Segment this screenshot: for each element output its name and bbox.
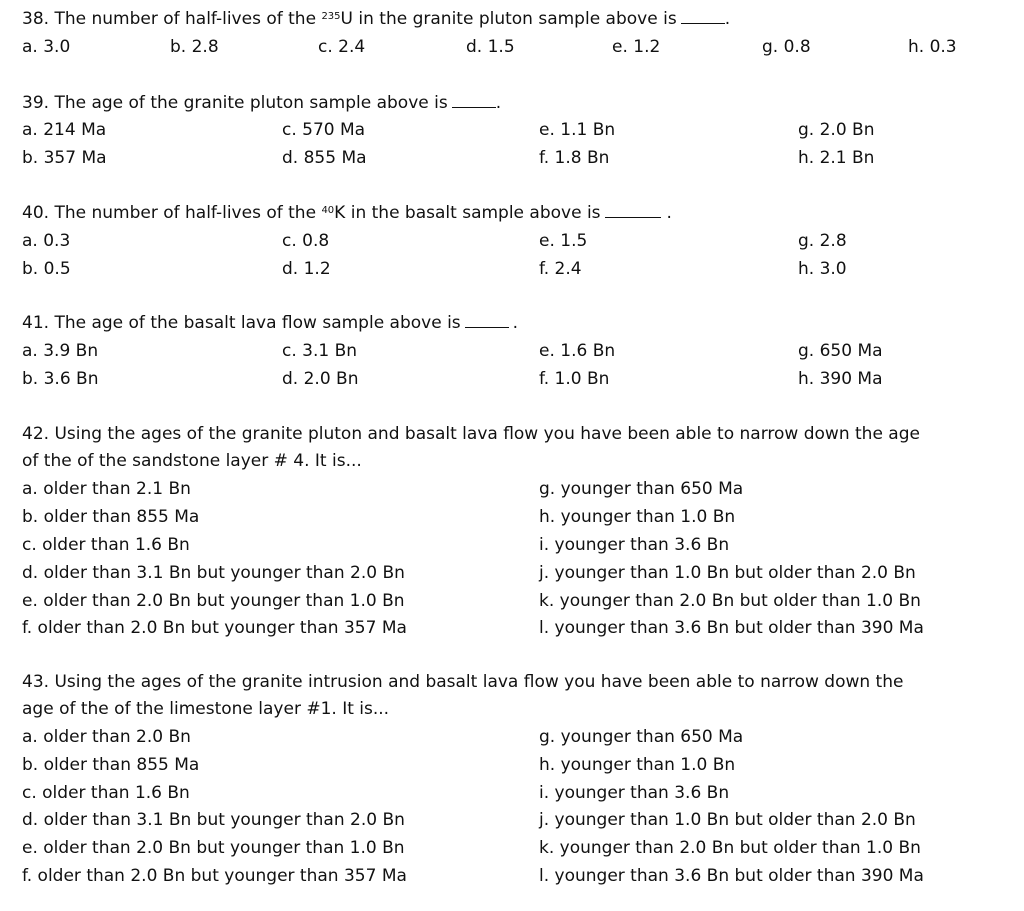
q39-option-a[interactable]: a. 214 Ma [22,120,107,140]
q40-option-d[interactable]: d. 1.2 [282,259,331,279]
isotope-symbol-k: K [334,203,346,223]
q42-option-l[interactable]: l. younger than 3.6 Bn but older than 390 Ma [539,618,924,638]
q42-option-c[interactable]: c. older than 1.6 Bn [22,535,190,555]
q42-option-k[interactable]: k. younger than 2.0 Bn but older than 1.0 Bn [539,591,921,611]
q41-option-f[interactable]: f. 1.0 Bn [539,369,610,389]
q42-option-e[interactable]: e. older than 2.0 Bn but younger than 1.0 Bn [22,591,405,611]
answer-blank[interactable] [605,203,661,218]
q41-stem-end: . [512,313,519,333]
q43-option-g[interactable]: g. younger than 650 Ma [539,727,744,747]
question-42-stem-line1: 42. Using the ages of the granite pluton and basalt lava flow you have been able to narrow down the age [22,424,920,444]
q38-option-a[interactable]: a. 3.0 [22,37,71,57]
q40-option-c[interactable]: c. 0.8 [282,231,330,251]
q43-option-k[interactable]: k. younger than 2.0 Bn but older than 1.0 Bn [539,838,921,858]
q38-option-g[interactable]: g. 0.8 [762,37,811,57]
question-39-stem [22,92,501,114]
q41-option-b[interactable]: b. 3.6 Bn [22,369,99,389]
q43-option-b[interactable]: b. older than 855 Ma [22,755,200,775]
q41-option-e[interactable]: e. 1.6 Bn [539,341,616,361]
q39-stem-end: . [495,93,502,113]
q40-option-h[interactable]: h. 3.0 [798,259,847,279]
q41-option-h[interactable]: h. 390 Ma [798,369,883,389]
q40-option-b[interactable]: b. 0.5 [22,259,71,279]
q39-stem-text: 39. The age of the granite pluton sample above is [22,93,448,113]
answer-blank[interactable] [452,93,496,108]
q38-stem-suffix: in the granite pluton sample above is [352,9,677,29]
q43-option-i[interactable]: i. younger than 3.6 Bn [539,783,730,803]
q40-option-g[interactable]: g. 2.8 [798,231,847,251]
q40-stem-suffix: in the basalt sample above is [345,203,601,223]
q43-option-h[interactable]: h. younger than 1.0 Bn [539,755,736,775]
isotope-symbol-u: U [340,9,353,29]
q41-option-a[interactable]: a. 3.9 Bn [22,341,99,361]
isotope-mass-40: 40 [321,205,335,216]
question-42-stem-line2: of the of the sandstone layer # 4. It is... [22,451,362,471]
q43-option-l[interactable]: l. younger than 3.6 Bn but older than 390 Ma [539,866,924,886]
q39-option-b[interactable]: b. 357 Ma [22,148,107,168]
question-43-stem-line1: 43. Using the ages of the granite intrusion and basalt lava flow you have been able to narrow down the [22,672,904,692]
q42-option-d[interactable]: d. older than 3.1 Bn but younger than 2.0 Bn [22,563,405,583]
q38-option-b[interactable]: b. 2.8 [170,37,219,57]
q42-option-j[interactable]: j. younger than 1.0 Bn but older than 2.0 Bn [539,563,916,583]
q40-option-a[interactable]: a. 0.3 [22,231,71,251]
q39-option-g[interactable]: g. 2.0 Bn [798,120,875,140]
q39-option-f[interactable]: f. 1.8 Bn [539,148,610,168]
answer-blank[interactable] [681,9,725,24]
q38-stem-prefix: 38. The number of half-lives of the [22,9,322,29]
q41-stem-text: 41. The age of the basalt lava flow sample above is [22,313,461,333]
q43-option-a[interactable]: a. older than 2.0 Bn [22,727,191,747]
q38-stem-end: . [724,9,731,29]
question-43-stem-line2: age of the of the limestone layer #1. It is... [22,699,390,719]
q40-stem-prefix: 40. The number of half-lives of the [22,203,322,223]
q42-option-f[interactable]: f. older than 2.0 Bn but younger than 357 Ma [22,618,407,638]
q41-option-g[interactable]: g. 650 Ma [798,341,883,361]
q43-option-f[interactable]: f. older than 2.0 Bn but younger than 357 Ma [22,866,407,886]
q40-stem-end: . [666,203,672,223]
q43-option-j[interactable]: j. younger than 1.0 Bn but older than 2.0 Bn [539,810,916,830]
question-38-stem [22,8,730,30]
q43-option-e[interactable]: e. older than 2.0 Bn but younger than 1.0 Bn [22,838,405,858]
q39-option-c[interactable]: c. 570 Ma [282,120,366,140]
q40-option-e[interactable]: e. 1.5 [539,231,588,251]
q42-option-h[interactable]: h. younger than 1.0 Bn [539,507,736,527]
q42-option-b[interactable]: b. older than 855 Ma [22,507,200,527]
q38-option-c[interactable]: c. 2.4 [318,37,366,57]
isotope-mass-235: 235 [321,11,341,22]
q39-option-d[interactable]: d. 855 Ma [282,148,367,168]
q38-option-d[interactable]: d. 1.5 [466,37,515,57]
q40-option-f[interactable]: f. 2.4 [539,259,582,279]
q41-option-d[interactable]: d. 2.0 Bn [282,369,359,389]
question-41-stem [22,312,518,334]
q41-option-c[interactable]: c. 3.1 Bn [282,341,358,361]
q43-option-c[interactable]: c. older than 1.6 Bn [22,783,190,803]
q42-option-g[interactable]: g. younger than 650 Ma [539,479,744,499]
q42-option-i[interactable]: i. younger than 3.6 Bn [539,535,730,555]
q39-option-h[interactable]: h. 2.1 Bn [798,148,875,168]
q38-option-h[interactable]: h. 0.3 [908,37,957,57]
q43-option-d[interactable]: d. older than 3.1 Bn but younger than 2.0 Bn [22,810,405,830]
question-40-stem [22,202,672,224]
q38-option-e[interactable]: e. 1.2 [612,37,661,57]
answer-blank[interactable] [465,313,509,328]
q42-option-a[interactable]: a. older than 2.1 Bn [22,479,191,499]
q39-option-e[interactable]: e. 1.1 Bn [539,120,616,140]
